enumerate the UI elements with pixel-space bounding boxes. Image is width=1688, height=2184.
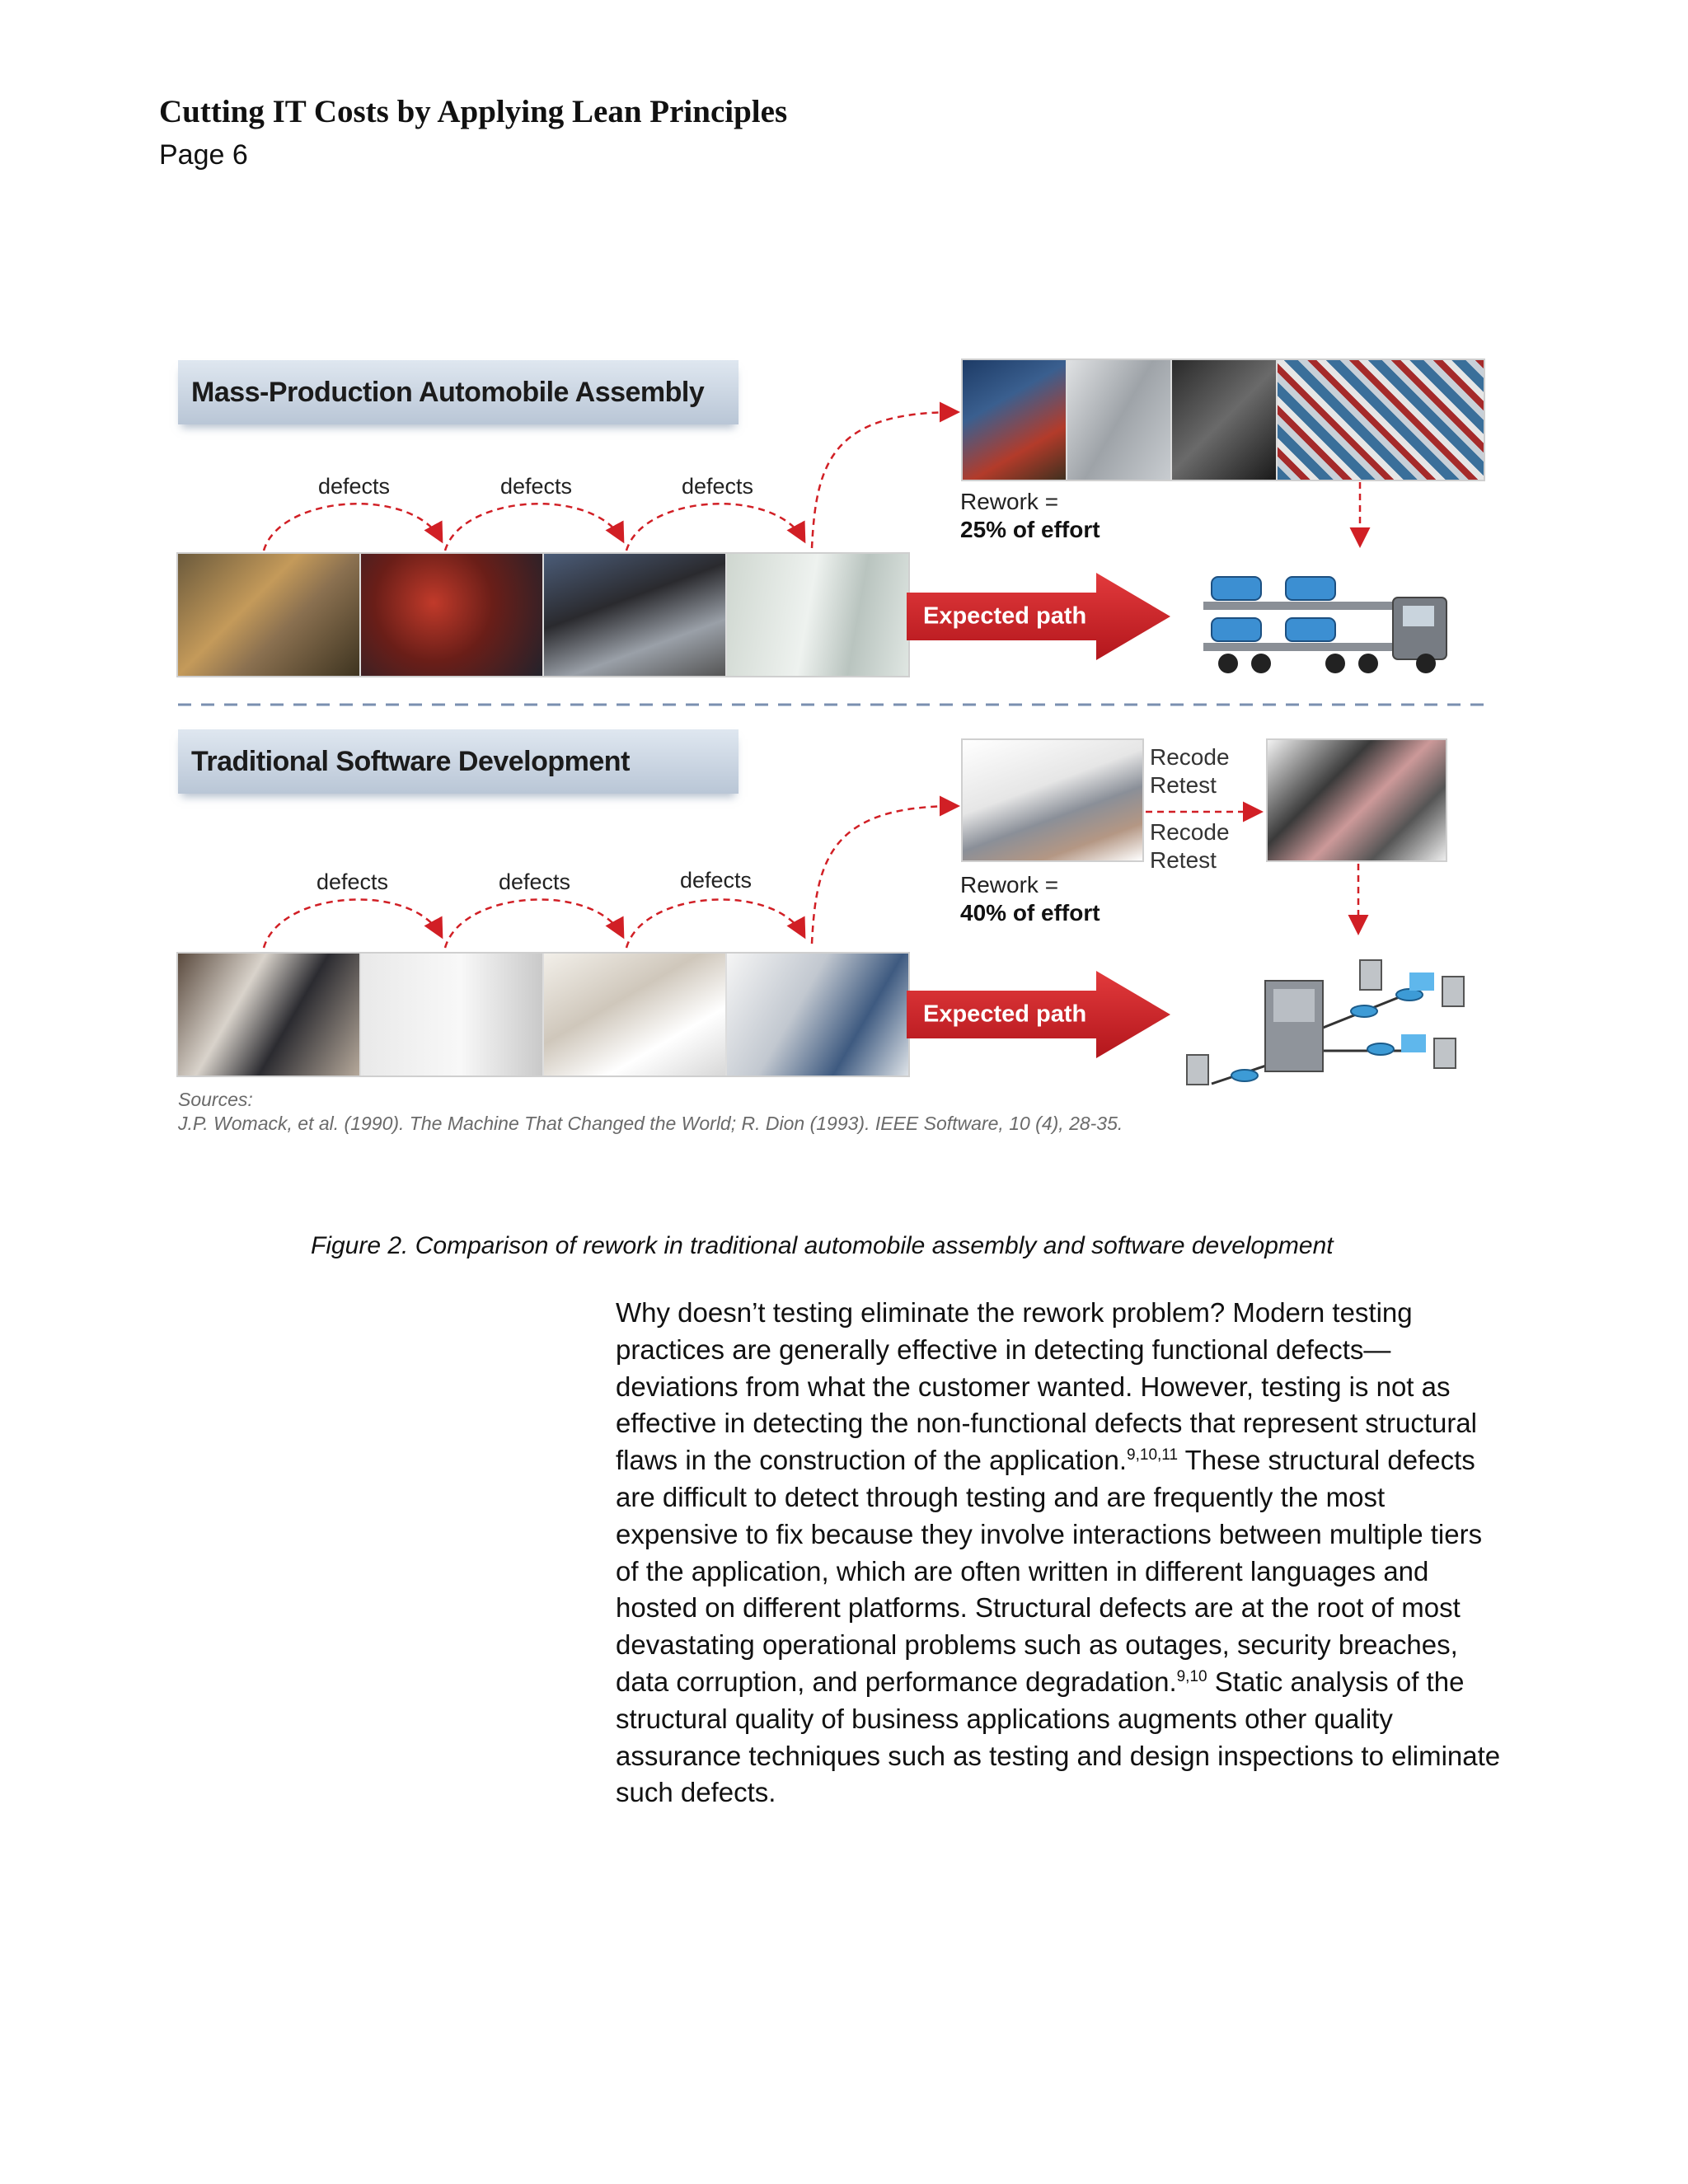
- team-meeting-photo: [178, 954, 361, 1076]
- auto-rework-text: [960, 488, 1100, 544]
- assembly-line-photo: [178, 554, 361, 676]
- auto-process-photo-strip: [176, 552, 910, 677]
- citation-superscript-1: 9,10,11: [1127, 1446, 1179, 1465]
- engine-mechanic-photo: [544, 554, 727, 676]
- software-defects-label-2: defects: [499, 869, 571, 894]
- retest-label-1: Retest: [1150, 772, 1217, 798]
- software-rework-text: [960, 871, 1100, 927]
- auto-rework-value: 25% of effort: [960, 517, 1100, 542]
- body-text-part-2: These structural defects are difficult to detect through testing and are frequently the most expensive to fix because they involve interactions between multiple tiers of the application, which are often written in different languages and hosted on different platforms. Structural defects are at the root of most devastating operational problems such as outages, security breaches, data corruption, and performance degradation.: [616, 1445, 1483, 1697]
- figure-sources-text: J.P. Womack, et al. (1990). The Machine That Changed the World; R. Dion (1993). IEEE Software, 10 (4), 28-35.: [178, 1113, 1123, 1134]
- retest-label-2: Retest: [1150, 847, 1217, 873]
- citation-superscript-2: 9,10: [1176, 1667, 1207, 1685]
- document-title: Cutting IT Costs by Applying Lean Principles: [159, 94, 788, 129]
- figure-caption: Figure 2. Comparison of rework in traditional automobile assembly and software development: [311, 1232, 1334, 1259]
- auto-rework-label: Rework =: [960, 489, 1059, 514]
- auto-expected-path-label: Expected path: [923, 602, 1087, 630]
- page-number: Page 6: [159, 139, 248, 171]
- developer-laptop-photo: [544, 954, 727, 1076]
- software-expected-path-label: Expected path: [923, 1001, 1087, 1028]
- car-carrier-truck-icon: [1187, 552, 1475, 692]
- software-rework-value: 40% of effort: [960, 900, 1100, 926]
- recode-retest-group-2: [1150, 818, 1230, 874]
- auto-expected-path-arrow: [907, 573, 1170, 660]
- auto-section-title: Mass-Production Automobile Assembly: [178, 360, 738, 424]
- recode-retest-group-1: [1150, 743, 1230, 799]
- bodywork-photo: [1172, 360, 1277, 480]
- auto-defects-label-1: defects: [318, 474, 391, 499]
- inspector-photo: [1067, 360, 1172, 480]
- auto-rework-photo-strip: [961, 359, 1485, 481]
- recode-label-2: Recode: [1150, 819, 1230, 845]
- body-text-part-3: Static analysis of the structural quality of business applications augments other quality assurance techniques such as testing and design inspections to eliminate such defects.: [616, 1666, 1501, 1808]
- figure-sources-label: Sources:: [178, 1089, 253, 1110]
- server-network-icon: [1162, 944, 1492, 1108]
- mechanic-repair-photo: [963, 360, 1067, 480]
- auto-defects-label-3: defects: [682, 474, 754, 499]
- pair-programming-photo: [727, 954, 908, 1076]
- auto-defects-label-2: defects: [500, 474, 573, 499]
- software-section-title: Traditional Software Development: [178, 729, 738, 794]
- exhausted-developer-image: [963, 740, 1142, 860]
- software-expected-path-arrow: [907, 971, 1170, 1058]
- frustrated-team-photo: [1266, 738, 1447, 862]
- software-rework-label: Rework =: [960, 872, 1059, 898]
- exhausted-developer-photo: [961, 738, 1144, 862]
- body-text-part-1: Why doesn’t testing eliminate the rework problem? Modern testing practices are generally effective in detecting functional defects—deviations from what the customer wanted. However, testing is not as effective in detecting the non-functional defects that represent structural flaws in the construction of the application.: [616, 1297, 1478, 1476]
- car-lot-photo: [1278, 360, 1484, 480]
- welding-robots-photo: [361, 554, 544, 676]
- software-process-photo-strip: [176, 952, 910, 1077]
- designer-diagram-photo: [361, 954, 544, 1076]
- body-paragraph: [616, 1295, 1506, 1811]
- paint-booth-photo: [727, 554, 908, 676]
- software-defects-label-1: defects: [316, 869, 389, 894]
- frustrated-team-image: [1268, 740, 1446, 860]
- software-defects-label-3: defects: [680, 868, 753, 893]
- recode-label-1: Recode: [1150, 744, 1230, 770]
